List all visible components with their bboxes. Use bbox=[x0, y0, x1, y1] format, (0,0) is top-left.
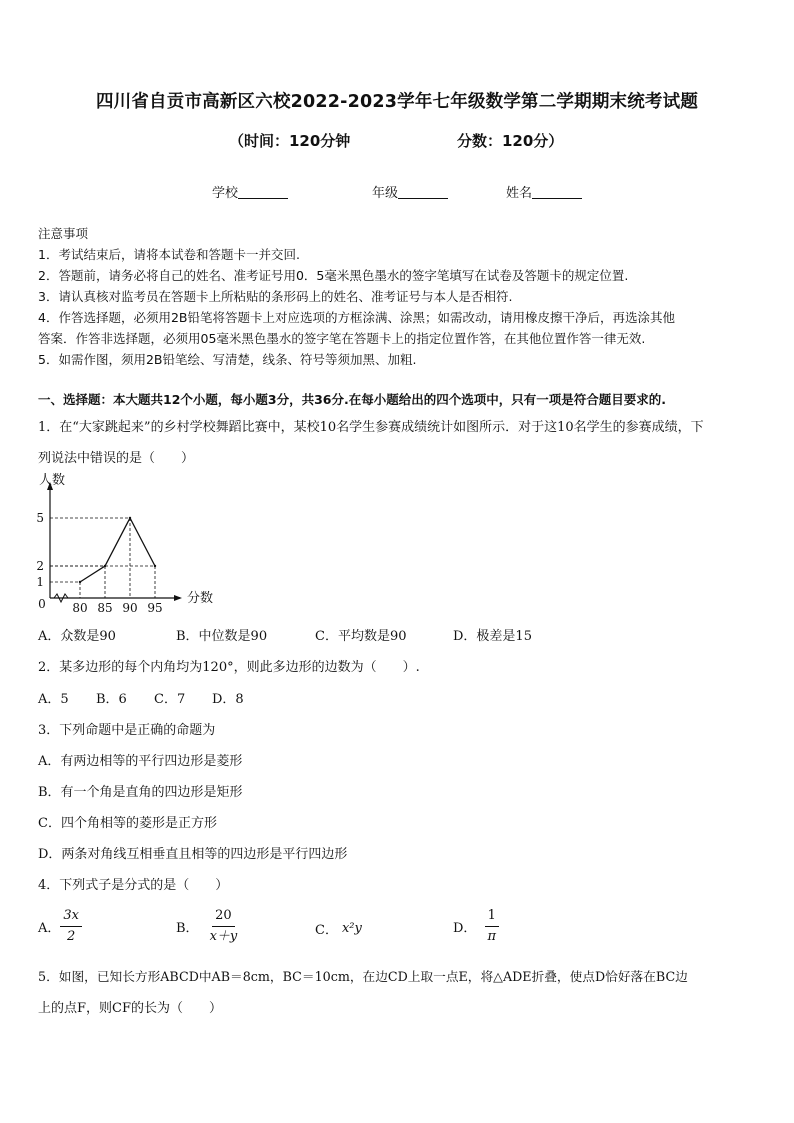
x-tick-label: 80 bbox=[72, 601, 88, 615]
q4-stem: 4．下列式子是分式的是（ ） bbox=[38, 878, 229, 893]
q2-option-a: A．5 bbox=[38, 692, 69, 707]
q5-stem-line1: 5．如图，已知长方形ABCD中AB＝8cm，BC＝10cm，在边CD上取一点E，将△ADE折叠，使点D恰好落在BC边 bbox=[38, 969, 688, 984]
y-tick-label: 1 bbox=[36, 575, 44, 589]
section-heading: 一、选择题：本大题共12个小题，每小题3分，共36分.在每小题给出的四个选项中，只有一项是符合题目要求的. bbox=[38, 392, 666, 407]
q4-option-b bbox=[176, 908, 240, 945]
data-point bbox=[104, 565, 106, 567]
q2-option-b: B．6 bbox=[96, 692, 127, 707]
y-tick-label: 5 bbox=[36, 511, 44, 525]
q4-option-a-label: A． bbox=[38, 921, 61, 936]
q4-d-denominator: π bbox=[487, 929, 496, 944]
school-blank bbox=[238, 186, 288, 199]
q4-option-d bbox=[453, 908, 499, 945]
series-line bbox=[80, 518, 155, 582]
school-field bbox=[212, 182, 288, 201]
q4-c-expression: x²y bbox=[341, 921, 362, 936]
exam-time: （时间：120分钟 bbox=[229, 132, 351, 150]
x-tick-label: 95 bbox=[147, 601, 163, 615]
q4-option-b-fraction bbox=[207, 908, 241, 945]
q4-option-d-fraction bbox=[484, 908, 499, 945]
q2-stem: 2．某多边形的每个内角均为120°，则此多边形的边数为（ ）. bbox=[38, 660, 420, 675]
q3-option-a: A．有两边相等的平行四边形是菱形 bbox=[38, 754, 243, 769]
q1-line-chart bbox=[30, 470, 214, 620]
q5-stem-line2: 上的点F，则CF的长为（ ） bbox=[38, 1001, 222, 1016]
exam-score: 分数：120分） bbox=[457, 132, 564, 150]
data-point bbox=[129, 517, 131, 519]
data-point bbox=[79, 581, 81, 583]
notice-item-2: 2．答题前，请务必将自己的姓名、准考证号用0．5毫米黑色墨水的签字笔填写在试卷及答题卡的规定位置. bbox=[38, 268, 629, 283]
q4-b-denominator: x＋y bbox=[209, 929, 238, 944]
notice-heading: 注意事项 bbox=[38, 226, 89, 241]
q4-a-numerator: 3x bbox=[60, 908, 82, 927]
q4-option-a bbox=[38, 908, 82, 945]
x-axis-arrow bbox=[174, 595, 182, 601]
q3-option-c: C．四个角相等的菱形是正方形 bbox=[38, 816, 217, 831]
q4-option-a-fraction bbox=[60, 908, 82, 945]
name-label: 姓名 bbox=[506, 186, 533, 201]
notice-item-5: 5．如需作图，须用2B铅笔绘、写清楚，线条、符号等须加黑、加粗. bbox=[38, 352, 417, 367]
name-field bbox=[506, 182, 582, 201]
q4-option-c bbox=[315, 919, 362, 938]
q1-option-d: D．极差是15 bbox=[453, 629, 532, 644]
q4-a-denominator: 2 bbox=[67, 929, 76, 944]
q4-d-numerator: 1 bbox=[485, 908, 499, 927]
page-title: 四川省自贡市高新区六校2022-2023学年七年级数学第二学期期末统考试题 bbox=[95, 92, 699, 112]
grade-blank bbox=[398, 186, 448, 199]
notice-item-4-cont: 答案．作答非选择题，必须用05毫米黑色墨水的签字笔在答题卡上的指定位置作答，在其他位置作答一律无效. bbox=[38, 331, 646, 346]
grade-field bbox=[372, 182, 448, 201]
name-blank bbox=[532, 186, 582, 199]
grade-label: 年级 bbox=[372, 186, 399, 201]
data-point bbox=[154, 565, 156, 567]
y-tick-label: 2 bbox=[36, 559, 44, 573]
notice-item-1: 1．考试结束后，请将本试卷和答题卡一并交回. bbox=[38, 247, 300, 262]
q1-stem-line2: 列说法中错误的是（ ） bbox=[38, 451, 195, 466]
q1-option-c: C．平均数是90 bbox=[315, 629, 407, 644]
x-tick-label: 90 bbox=[122, 601, 138, 615]
q3-option-d: D．两条对角线互相垂直且相等的四边形是平行四边形 bbox=[38, 847, 348, 862]
notice-item-3: 3．请认真核对监考员在答题卡上所粘贴的条形码上的姓名、准考证号与本人是否相符. bbox=[38, 289, 513, 304]
q4-b-numerator: 20 bbox=[212, 908, 235, 927]
q4-option-c-label: C． bbox=[315, 923, 338, 938]
q2-option-c: C．7 bbox=[154, 692, 186, 707]
q1-option-a: A．众数是90 bbox=[38, 629, 116, 644]
q4-option-d-label: D． bbox=[453, 921, 477, 936]
q1-option-b: B．中位数是90 bbox=[176, 629, 268, 644]
x-axis-label: 分数 bbox=[187, 591, 214, 606]
q1-stem-line1: 1．在“大家跳起来”的乡村学校舞蹈比赛中，某校10名学生参赛成绩统计如图所示．对于这10名学生的参赛成绩，下 bbox=[38, 420, 704, 435]
x-tick-label: 85 bbox=[97, 601, 113, 615]
school-label: 学校 bbox=[212, 186, 239, 201]
q4-option-b-label: B． bbox=[176, 921, 199, 936]
origin-label: 0 bbox=[38, 597, 46, 611]
q3-stem: 3．下列命题中是正确的命题为 bbox=[38, 723, 216, 738]
y-axis-label: 人数 bbox=[38, 473, 66, 488]
q2-option-d: D．8 bbox=[212, 692, 244, 707]
notice-item-4: 4．作答选择题，必须用2B铅笔将答题卡上对应选项的方框涂满、涂黑；如需改动，请用橡皮擦干净后，再选涂其他 bbox=[38, 310, 675, 325]
q3-option-b: B．有一个角是直角的四边形是矩形 bbox=[38, 785, 243, 800]
